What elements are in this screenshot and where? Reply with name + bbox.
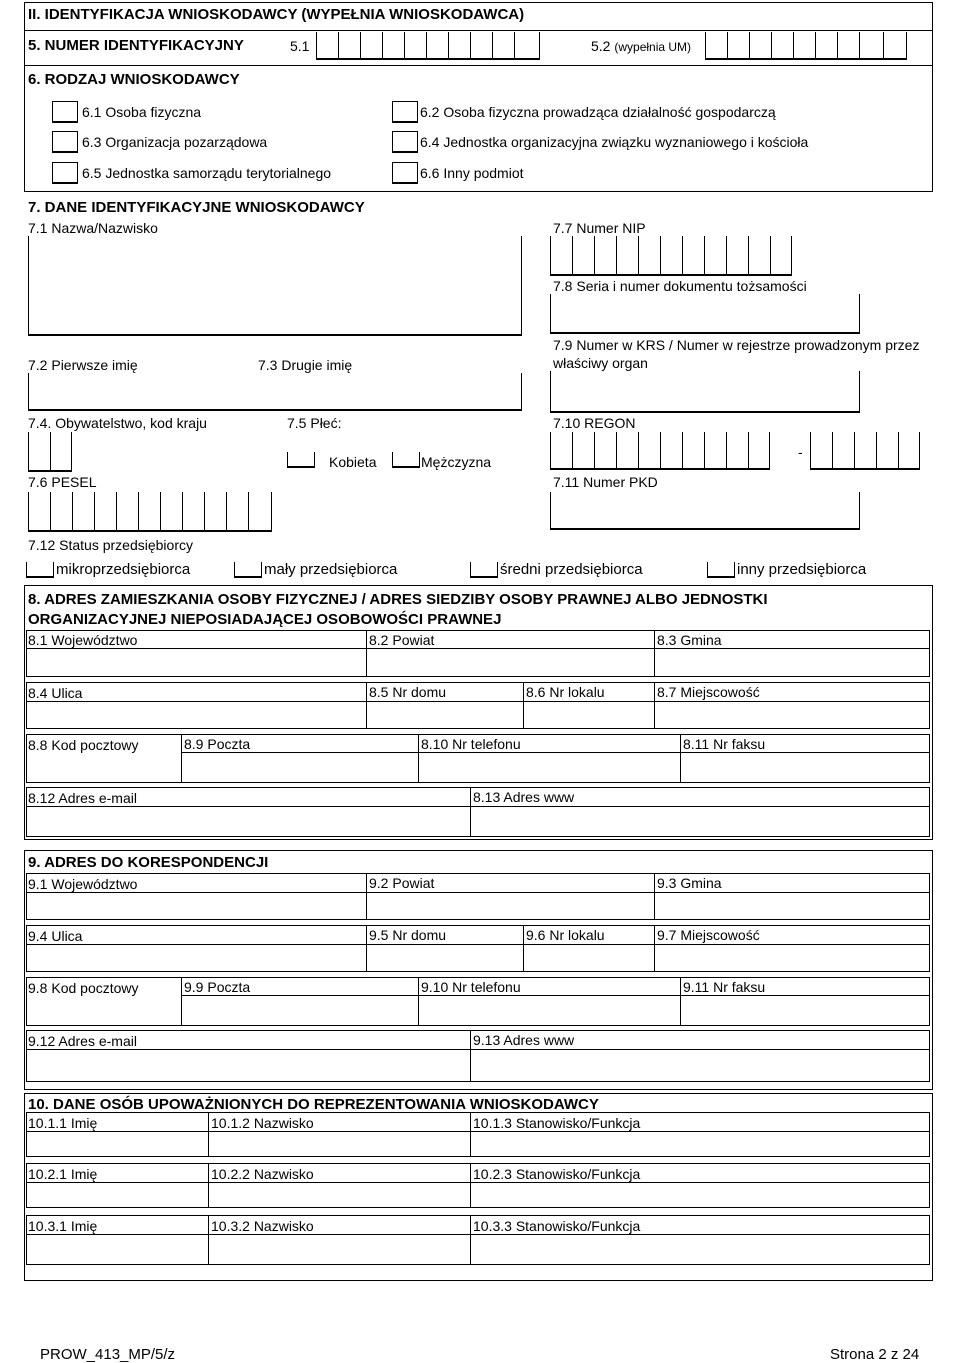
divider-line [26, 892, 930, 893]
field-8-8-label: 8.8 Kod pocztowy [28, 737, 139, 753]
digit-cell[interactable] [182, 492, 204, 532]
section-10-title: 10. DANE OSÓB UPOWAŻNIONYCH DO REPREZENTOWANIA WNIOSKODAWCY [28, 1096, 599, 1113]
field-9-6-label: 9.6 Nr lokalu [526, 927, 605, 943]
status-medium-checkbox[interactable] [470, 562, 498, 578]
digit-cell[interactable] [770, 236, 792, 276]
digit-cell[interactable] [682, 236, 704, 276]
digit-cell[interactable] [360, 32, 382, 60]
digit-cell[interactable] [514, 32, 540, 60]
divider-line [26, 806, 930, 807]
status-other-label: inny przedsiębiorca [737, 561, 867, 578]
pesel-cells[interactable] [28, 492, 272, 532]
divider-line [26, 1182, 930, 1183]
digit-cell[interactable] [810, 432, 832, 470]
field-9-9-label: 9.9 Poczta [184, 979, 251, 995]
field-8-1-label: 8.1 Województwo [28, 632, 138, 648]
female-checkbox[interactable] [287, 452, 315, 468]
status-medium-label: średni przedsiębiorca [500, 561, 643, 578]
divider-line [680, 734, 681, 783]
divider-line [366, 925, 367, 972]
option-6-1-label: 6.1 Osoba fizyczna [82, 104, 202, 120]
field-9-11-label: 9.11 Nr faksu [683, 979, 766, 995]
field-9-5-label: 9.5 Nr domu [369, 927, 447, 943]
divider-line [654, 630, 655, 677]
section-8-title-line1: 8. ADRES ZAMIESZKANIA OSOBY FIZYCZNEJ / ADRES SIEDZIBY OSOBY PRAWNEJ ALBO JEDNOSTKI [28, 591, 768, 608]
regon-cells-a[interactable] [550, 432, 770, 470]
digit-cell[interactable] [226, 492, 248, 532]
field-7-2-label: 7.2 Pierwsze imię [28, 357, 138, 373]
option-6-5-label: 6.5 Jednostka samorządu terytorialnego [82, 165, 332, 181]
rep-1-last-name-label: 10.1.2 Nazwisko [211, 1115, 314, 1131]
field-7-4-label: 7.4. Obywatelstwo, kod kraju [28, 415, 207, 431]
digit-cell[interactable] [704, 236, 726, 276]
field-7-12-label: 7.12 Status przedsiębiorcy [28, 537, 193, 553]
divider-line [366, 630, 367, 677]
field-9-2-label: 9.2 Powiat [369, 875, 435, 891]
digit-cell[interactable] [726, 432, 748, 470]
divider-line [26, 1049, 930, 1050]
field-7-9-label-line1: 7.9 Numer w KRS / Numer w rejestrze prowadzonym przez [553, 337, 920, 353]
digit-cell[interactable] [50, 492, 72, 532]
digit-cell[interactable] [616, 236, 638, 276]
male-label: Mężczyzna [421, 454, 492, 470]
divider-line [654, 925, 655, 972]
divider-line [208, 1215, 209, 1265]
field-9-3-label: 9.3 Gmina [657, 875, 722, 891]
digit-cell[interactable] [50, 432, 72, 472]
option-6-4-checkbox[interactable] [392, 131, 418, 153]
digit-cell[interactable] [638, 432, 660, 470]
page-number: Strona 2 z 24 [830, 1346, 920, 1363]
divider-line [470, 787, 471, 837]
digit-cell[interactable] [94, 492, 116, 532]
id-document-field[interactable] [550, 294, 860, 334]
field-5-1-label: 5.1 [290, 38, 310, 54]
divider-line [680, 977, 681, 1026]
field-7-1-label: 7.1 Nazwa/Nazwisko [28, 220, 158, 236]
digit-cell[interactable] [726, 236, 748, 276]
corr-row-2 [26, 925, 930, 972]
divider-line [181, 977, 182, 1026]
field-9-1-label: 9.1 Województwo [28, 876, 138, 892]
divider-line [366, 873, 367, 920]
status-micro-label: mikroprzedsiębiorca [56, 561, 191, 578]
divider-line [366, 682, 367, 729]
divider-line [26, 1131, 930, 1132]
digit-cell[interactable] [749, 32, 771, 60]
divider-line [26, 648, 930, 649]
um-number-cells[interactable] [705, 32, 907, 60]
section-5-title: 5. NUMER IDENTYFIKACYJNY [28, 37, 244, 54]
field-9-10-label: 9.10 Nr telefonu [421, 979, 521, 995]
nip-cells[interactable] [550, 236, 792, 276]
divider [24, 65, 933, 66]
field-8-12-label: 8.12 Adres e-mail [28, 790, 137, 806]
citizenship-cells[interactable] [28, 432, 72, 472]
digit-cell[interactable] [28, 432, 50, 472]
digit-cell[interactable] [594, 432, 616, 470]
divider-line [26, 944, 930, 945]
field-7-6-label: 7.6 PESEL [28, 474, 97, 490]
field-9-8-label: 9.8 Kod pocztowy [28, 980, 139, 996]
digit-cell[interactable] [550, 432, 572, 470]
field-9-12-label: 9.12 Adres e-mail [28, 1033, 137, 1049]
divider-line [26, 1234, 930, 1235]
female-label: Kobieta [329, 454, 377, 470]
first-name-field[interactable] [28, 373, 522, 411]
digit-cell[interactable] [660, 432, 682, 470]
option-6-3-checkbox[interactable] [52, 131, 78, 153]
digit-cell[interactable] [793, 32, 815, 60]
digit-cell[interactable] [682, 432, 704, 470]
divider-line [208, 1112, 209, 1157]
male-checkbox[interactable] [392, 452, 420, 468]
section-8-title-line2: ORGANIZACYJNEJ NIEPOSIADAJĄCEJ OSOBOWOŚCI PRAWNEJ [28, 611, 502, 628]
divider-line [418, 734, 419, 783]
digit-cell[interactable] [638, 236, 660, 276]
digit-cell[interactable] [660, 236, 682, 276]
divider-line [654, 682, 655, 729]
digit-cell[interactable] [815, 32, 837, 60]
field-8-2-label: 8.2 Powiat [369, 632, 435, 648]
digit-cell[interactable] [448, 32, 470, 60]
field-5-2-label: 5.2 (wypełnia UM) [591, 38, 692, 54]
regon-dash: - [798, 444, 803, 460]
divider-line [418, 977, 419, 1026]
field-7-8-label: 7.8 Seria i numer dokumentu tożsamości [553, 278, 807, 294]
field-7-7-label: 7.7 Numer NIP [553, 220, 646, 236]
rep-3-first-name-label: 10.3.1 Imię [28, 1218, 98, 1234]
digit-cell[interactable] [832, 432, 854, 470]
option-6-2-label: 6.2 Osoba fizyczna prowadząca działalność gospodarczą [420, 104, 776, 120]
digit-cell[interactable] [72, 492, 94, 532]
krs-field[interactable] [550, 371, 860, 413]
field-8-10-label: 8.10 Nr telefonu [421, 736, 521, 752]
digit-cell[interactable] [705, 32, 727, 60]
digit-cell[interactable] [116, 492, 138, 532]
field-8-3-label: 8.3 Gmina [657, 632, 722, 648]
digit-cell[interactable] [470, 32, 492, 60]
status-small-label: mały przedsiębiorca [264, 561, 398, 578]
field-9-13-label: 9.13 Adres www [473, 1032, 575, 1048]
digit-cell[interactable] [771, 32, 793, 60]
rep-1-first-name-label: 10.1.1 Imię [28, 1115, 98, 1131]
field-7-11-label: 7.11 Numer PKD [553, 474, 658, 490]
digit-cell[interactable] [748, 236, 770, 276]
digit-cell[interactable] [338, 32, 360, 60]
digit-cell[interactable] [883, 32, 907, 60]
field-7-9-label-line2: właściwy organ [553, 355, 648, 371]
status-micro-checkbox[interactable] [26, 562, 54, 578]
digit-cell[interactable] [28, 492, 50, 532]
address-row-2 [26, 682, 930, 729]
divider-line [654, 873, 655, 920]
divider-line [181, 995, 930, 996]
name-field[interactable] [28, 236, 522, 336]
digit-cell[interactable] [382, 32, 404, 60]
field-8-6-label: 8.6 Nr lokalu [526, 684, 605, 700]
digit-cell[interactable] [248, 492, 272, 532]
field-8-4-label: 8.4 Ulica [28, 685, 83, 701]
divider-line [470, 1112, 471, 1157]
field-8-5-label: 8.5 Nr domu [369, 684, 447, 700]
status-other-checkbox[interactable] [707, 562, 735, 578]
rep-2-first-name-label: 10.2.1 Imię [28, 1166, 98, 1182]
rep-1-position-label: 10.1.3 Stanowisko/Funkcja [473, 1115, 641, 1131]
divider-line [523, 925, 524, 972]
section-9-title: 9. ADRES DO KORESPONDENCJI [28, 854, 269, 871]
digit-cell[interactable] [572, 432, 594, 470]
section-6-title: 6. RODZAJ WNIOSKODAWCY [28, 71, 240, 88]
option-6-1-checkbox[interactable] [52, 101, 78, 123]
divider-line [523, 682, 524, 729]
digit-cell[interactable] [704, 432, 726, 470]
option-6-2-checkbox[interactable] [392, 101, 418, 123]
field-8-7-label: 8.7 Miejscowość [657, 684, 760, 700]
divider [24, 30, 933, 31]
section-2-title: II. IDENTYFIKACJA WNIOSKODAWCY (WYPEŁNIA WNIOSKODAWCA) [28, 6, 525, 23]
option-6-5-checkbox[interactable] [52, 162, 78, 184]
field-9-7-label: 9.7 Miejscowość [657, 927, 760, 943]
digit-cell[interactable] [160, 492, 182, 532]
rep-3-last-name-label: 10.3.2 Nazwisko [211, 1218, 314, 1234]
option-6-3-label: 6.3 Organizacja pozarządowa [82, 134, 268, 150]
divider-line [208, 1163, 209, 1208]
digit-cell[interactable] [876, 432, 898, 470]
divider-line [470, 1030, 471, 1082]
digit-cell[interactable] [316, 32, 338, 60]
field-7-10-label: 7.10 REGON [553, 415, 636, 431]
section-7-title: 7. DANE IDENTYFIKACYJNE WNIOSKODAWCY [28, 199, 365, 216]
divider-line [26, 701, 930, 702]
address-row-1 [26, 630, 930, 677]
form-code: PROW_413_MP/5/z [40, 1346, 176, 1363]
id-number-cells[interactable] [316, 32, 540, 60]
rep-2-last-name-label: 10.2.2 Nazwisko [211, 1166, 314, 1182]
digit-cell[interactable] [854, 432, 876, 470]
divider-line [470, 1215, 471, 1265]
field-7-3-label: 7.3 Drugie imię [258, 357, 353, 373]
digit-cell[interactable] [898, 432, 920, 470]
divider-line [181, 734, 182, 783]
option-6-6-checkbox[interactable] [392, 162, 418, 184]
field-8-11-label: 8.11 Nr faksu [683, 736, 766, 752]
field-7-5-label: 7.5 Płeć: [287, 415, 342, 431]
field-8-9-label: 8.9 Poczta [184, 736, 251, 752]
digit-cell[interactable] [404, 32, 426, 60]
rep-3-position-label: 10.3.3 Stanowisko/Funkcja [473, 1218, 641, 1234]
digit-cell[interactable] [550, 236, 572, 276]
digit-cell[interactable] [616, 432, 638, 470]
digit-cell[interactable] [837, 32, 859, 60]
rep-2-position-label: 10.2.3 Stanowisko/Funkcja [473, 1166, 641, 1182]
option-6-4-label: 6.4 Jednostka organizacyjna związku wyznaniowego i kościoła [420, 134, 809, 150]
divider-line [181, 752, 930, 753]
option-6-6-label: 6.6 Inny podmiot [420, 165, 524, 181]
regon-cells-b[interactable] [810, 432, 920, 470]
digit-cell[interactable] [727, 32, 749, 60]
digit-cell[interactable] [204, 492, 226, 532]
corr-row-1 [26, 873, 930, 920]
pkd-field[interactable] [550, 492, 860, 530]
digit-cell[interactable] [572, 236, 594, 276]
divider-line [470, 1163, 471, 1208]
digit-cell[interactable] [594, 236, 616, 276]
digit-cell[interactable] [426, 32, 448, 60]
digit-cell[interactable] [492, 32, 514, 60]
digit-cell[interactable] [859, 32, 883, 60]
field-8-13-label: 8.13 Adres www [473, 789, 575, 805]
digit-cell[interactable] [748, 432, 770, 470]
digit-cell[interactable] [138, 492, 160, 532]
status-small-checkbox[interactable] [234, 562, 262, 578]
field-9-4-label: 9.4 Ulica [28, 928, 83, 944]
